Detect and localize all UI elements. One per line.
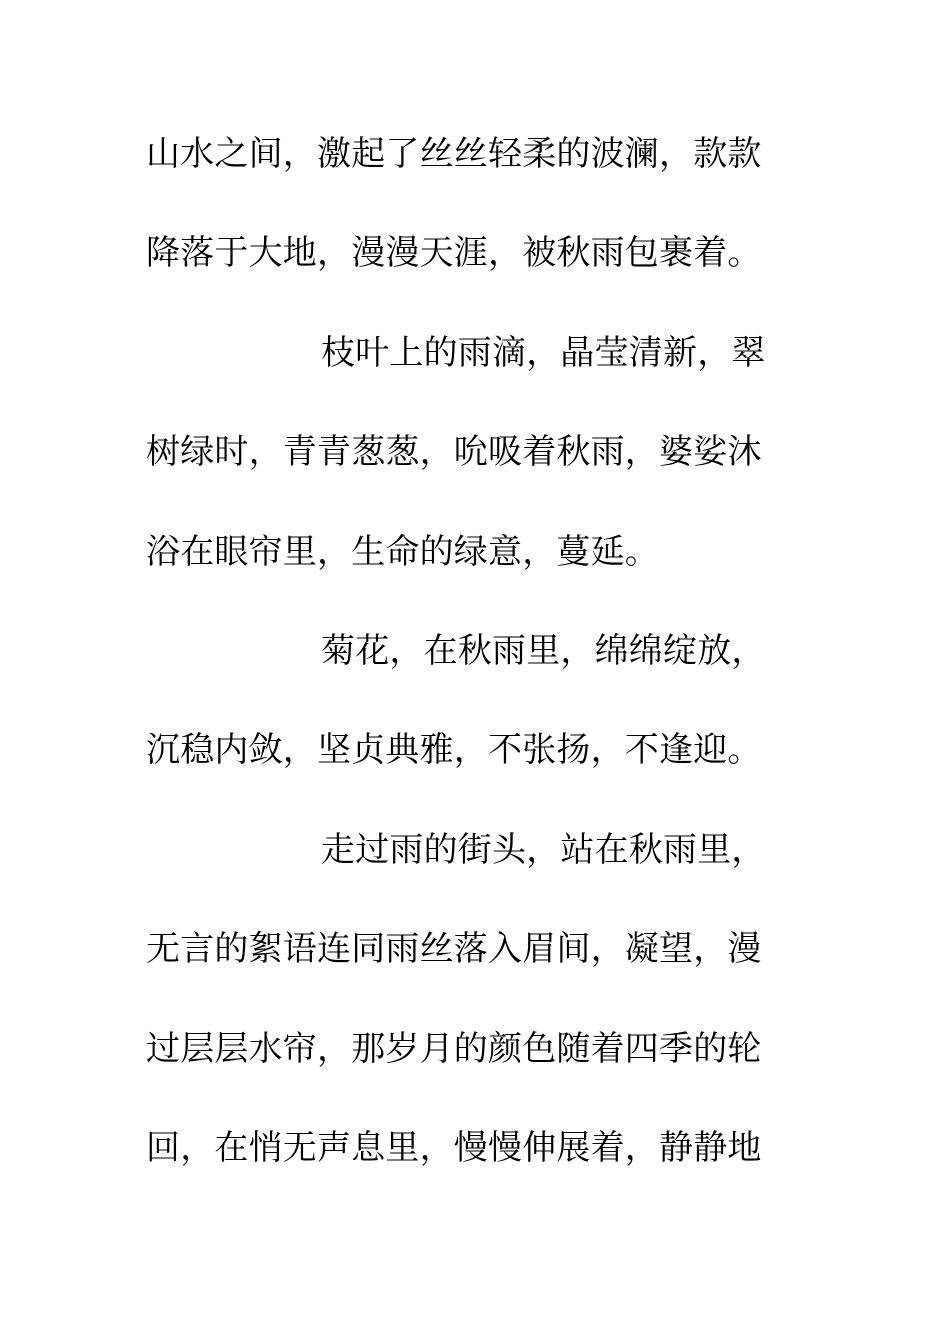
text-line-indented: 菊花，在秋雨里，绵绵绽放， <box>321 630 766 671</box>
text-line: 树绿时，青青葱葱，吮吸着秋雨，婆娑沐 <box>146 432 762 473</box>
text-line: 无言的絮语连同雨丝落入眉间，凝望，漫 <box>146 929 762 970</box>
text-line: 浴在眼帘里，生命的绿意，蔓延。 <box>146 531 659 572</box>
text-line-indented: 枝叶上的雨滴，晶莹清新，翠 <box>321 332 766 373</box>
body-text <box>146 123 786 1216</box>
text-line: 降落于大地，漫漫天涯，被秋雨包裹着。 <box>146 233 762 274</box>
text-line: 沉稳内敛，坚贞典雅，不张扬，不逢迎。 <box>146 730 762 771</box>
text-line: 回，在悄无声息里，慢慢伸展着，静静地 <box>146 1127 762 1168</box>
text-line: 山水之间，激起了丝丝轻柔的波澜，款款 <box>146 134 762 174</box>
text-line-indented: 走过雨的街头，站在秋雨里， <box>321 829 766 870</box>
text-line: 过层层水帘，那岁月的颜色随着四季的轮 <box>146 1028 762 1069</box>
